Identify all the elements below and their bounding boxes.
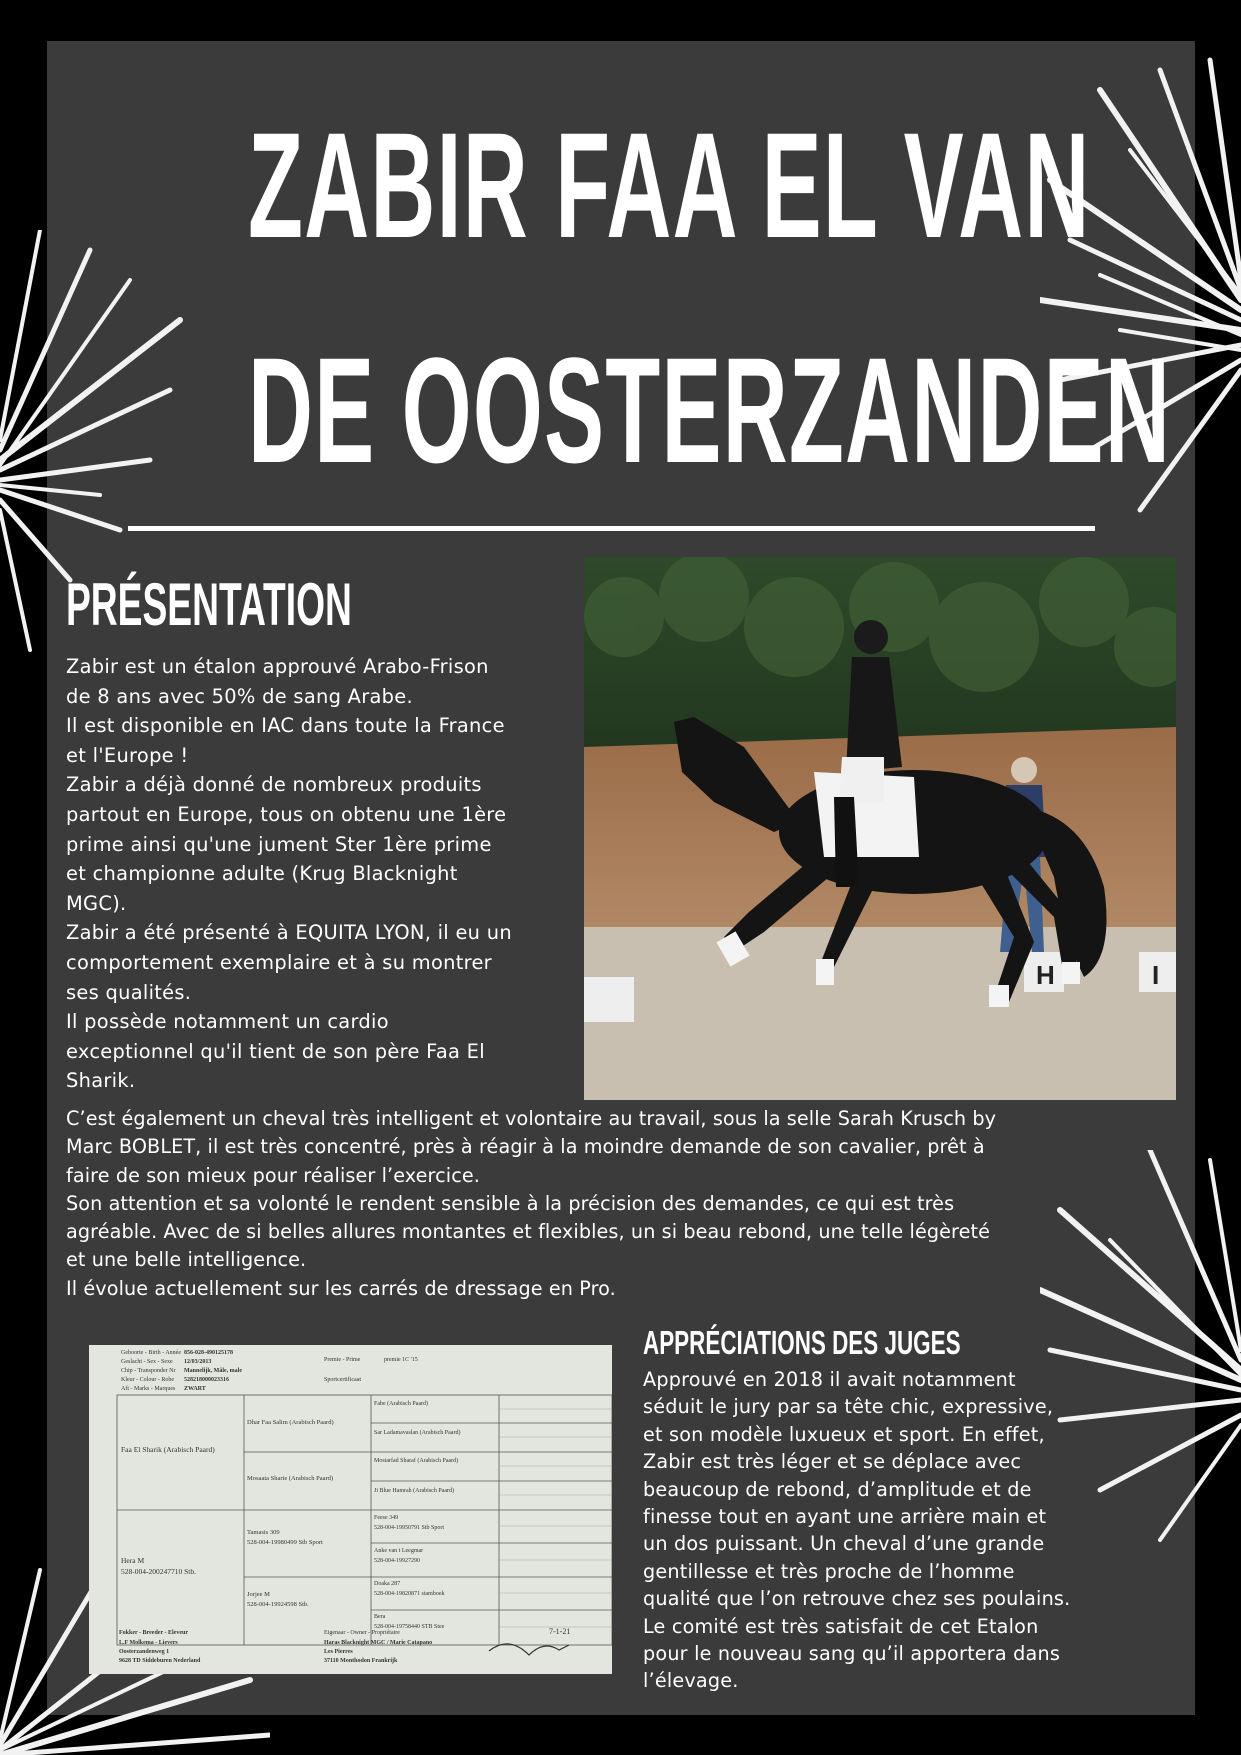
cert-gg-7: Doaka 287 528-004-19820871 stamboek — [374, 1581, 445, 1597]
pedigree-certificate — [89, 1345, 612, 1674]
cert-owner-label: Eigenaar - Owner - Propriétaire — [324, 1630, 400, 1636]
title-divider — [128, 526, 1095, 531]
cert-grandsire-2: Tamasis 309 528-004-19980499 Stb Sport — [247, 1529, 323, 1546]
cert-gg-3: Mostarfad Sharaf (Arabisch Paard) — [374, 1458, 459, 1464]
cert-gg-5: Feese 349 528-004-19950791 Stb Sport — [374, 1515, 445, 1531]
presentation-text: Zabir est un étalon approuvé Arabo-Frison de 8 ans avec 50% de sang Arabe. Il est disponible en IAC dans toute la France et l'Europe ! Zabir a déjà donné de nombreux produits partout en Europe, tous on obtenu une 1ère prime ainsi qu'une jument Ster 1ère prime et championne adulte (Krug Blacknight MGC). Zabir a été présenté à EQUITA LYON, il eu un comportement exemplaire et à su montrer ses qualités. Il possède notamment un cardio exceptionnel qu'il tient de son père Faa El Sharik. — [66, 655, 512, 1093]
cert-type: Sportcertificaat — [324, 1377, 361, 1383]
presentation-heading: PRÉSENTATION — [66, 571, 352, 638]
cert-gg-1: Fabe (Arabisch Paard) — [374, 1401, 428, 1407]
cert-grandsire-1: Dhar Faa Salim (Arabisch Paard) — [247, 1419, 334, 1426]
cert-breeder-label: Fokker - Breeder - Eleveur — [119, 1630, 188, 1636]
judges-heading: APPRÉCIATIONS DES JUGES — [643, 1324, 961, 1361]
cert-premie-label: Premie - Prime — [324, 1357, 361, 1363]
judges-text: Approuvé en 2018 il avait notamment séduit le jury par sa tête chic, expressive, et son modèle luxueux et sport. En effet, Zabir est très léger et se déplace avec beaucoup de rebond, d’amplitude et de finesse tout en ayant une arrière main et un dos puissant. Un cheval d’une grande gentillesse et très proche de l’homme qualité que l’on retrouve chez ses poulains. Le comité est très satisfait de cet Etalon pour le nouveau sang qu’il apportera dans l’élevage. — [643, 1368, 1071, 1693]
cert-gg-8: Bera 528-004-19758440 STB Stee — [374, 1614, 445, 1630]
cert-premie-value: premie 1C '15 — [384, 1357, 418, 1363]
cert-owner: Haras Blacknight MGC / Marie Catapano Les Pierres 37110 Monthodon Frankrijk — [324, 1640, 433, 1664]
cert-granddam-1: Mosaata Sharie (Arabisch Paard) — [247, 1475, 334, 1482]
cert-gg-4: Ji Blue Hamrah (Arabisch Paard) — [374, 1488, 454, 1494]
arena-letter-i: I — [1152, 960, 1160, 990]
cert-granddam-2: Jorjee M 528-004-19924598 Stb. — [247, 1591, 309, 1608]
cert-sire: Faa El Sharik (Arabisch Paard) — [121, 1445, 215, 1454]
cert-gg-6: Anke van t Leegmar 528-004-19927290 — [374, 1548, 424, 1564]
cert-breeder: L.F Molkema - Lievers Oosterzandenweg 1 9628 TD Siddeburen Nederland — [119, 1640, 201, 1664]
title-line-2: DE OOSTERZANDEN — [248, 326, 1172, 494]
presentation-continuation: C’est également un cheval très intelligent et volontaire au travail, sous la selle Sarah Krusch by Marc BOBLET, il est très concentré, près à réagir à la moindre demande de son cavalier, prêt à faire de son mieux pour réaliser l’exercice. Son attention et sa volonté le rendent sensible à la précision des demandes, ce qui est très agréable. Avec de si belles allures montantes et flexibles, un si beau rebond, une telle légèreté et une belle intelligence. Il évolue actuellement sur les carrés de dressage en Pro. — [66, 1107, 997, 1300]
horse-photo — [584, 557, 1176, 1100]
title-line-1: ZABIR FAA EL VAN — [248, 101, 1091, 269]
cert-header-labels: Geboorte - Birth - Année Geslacht - Sex - Sexe Chip - Transponder Nr Kleur - Colour - Robe Aft - Marks - Marques — [121, 1350, 181, 1392]
cert-header-values: 856-028-490125178 12/03/2013 Mannelijk, Mâle, male 528218000023316 ZWART — [184, 1350, 242, 1392]
arena-letter-h: H — [1036, 960, 1055, 990]
cert-date: 7-1-21 — [549, 1627, 571, 1636]
cert-gg-2: Sar Ladamavaslan (Arabisch Paard) — [374, 1430, 461, 1436]
cert-dam: Hera M 528-004-200247710 Stb. — [121, 1556, 196, 1576]
